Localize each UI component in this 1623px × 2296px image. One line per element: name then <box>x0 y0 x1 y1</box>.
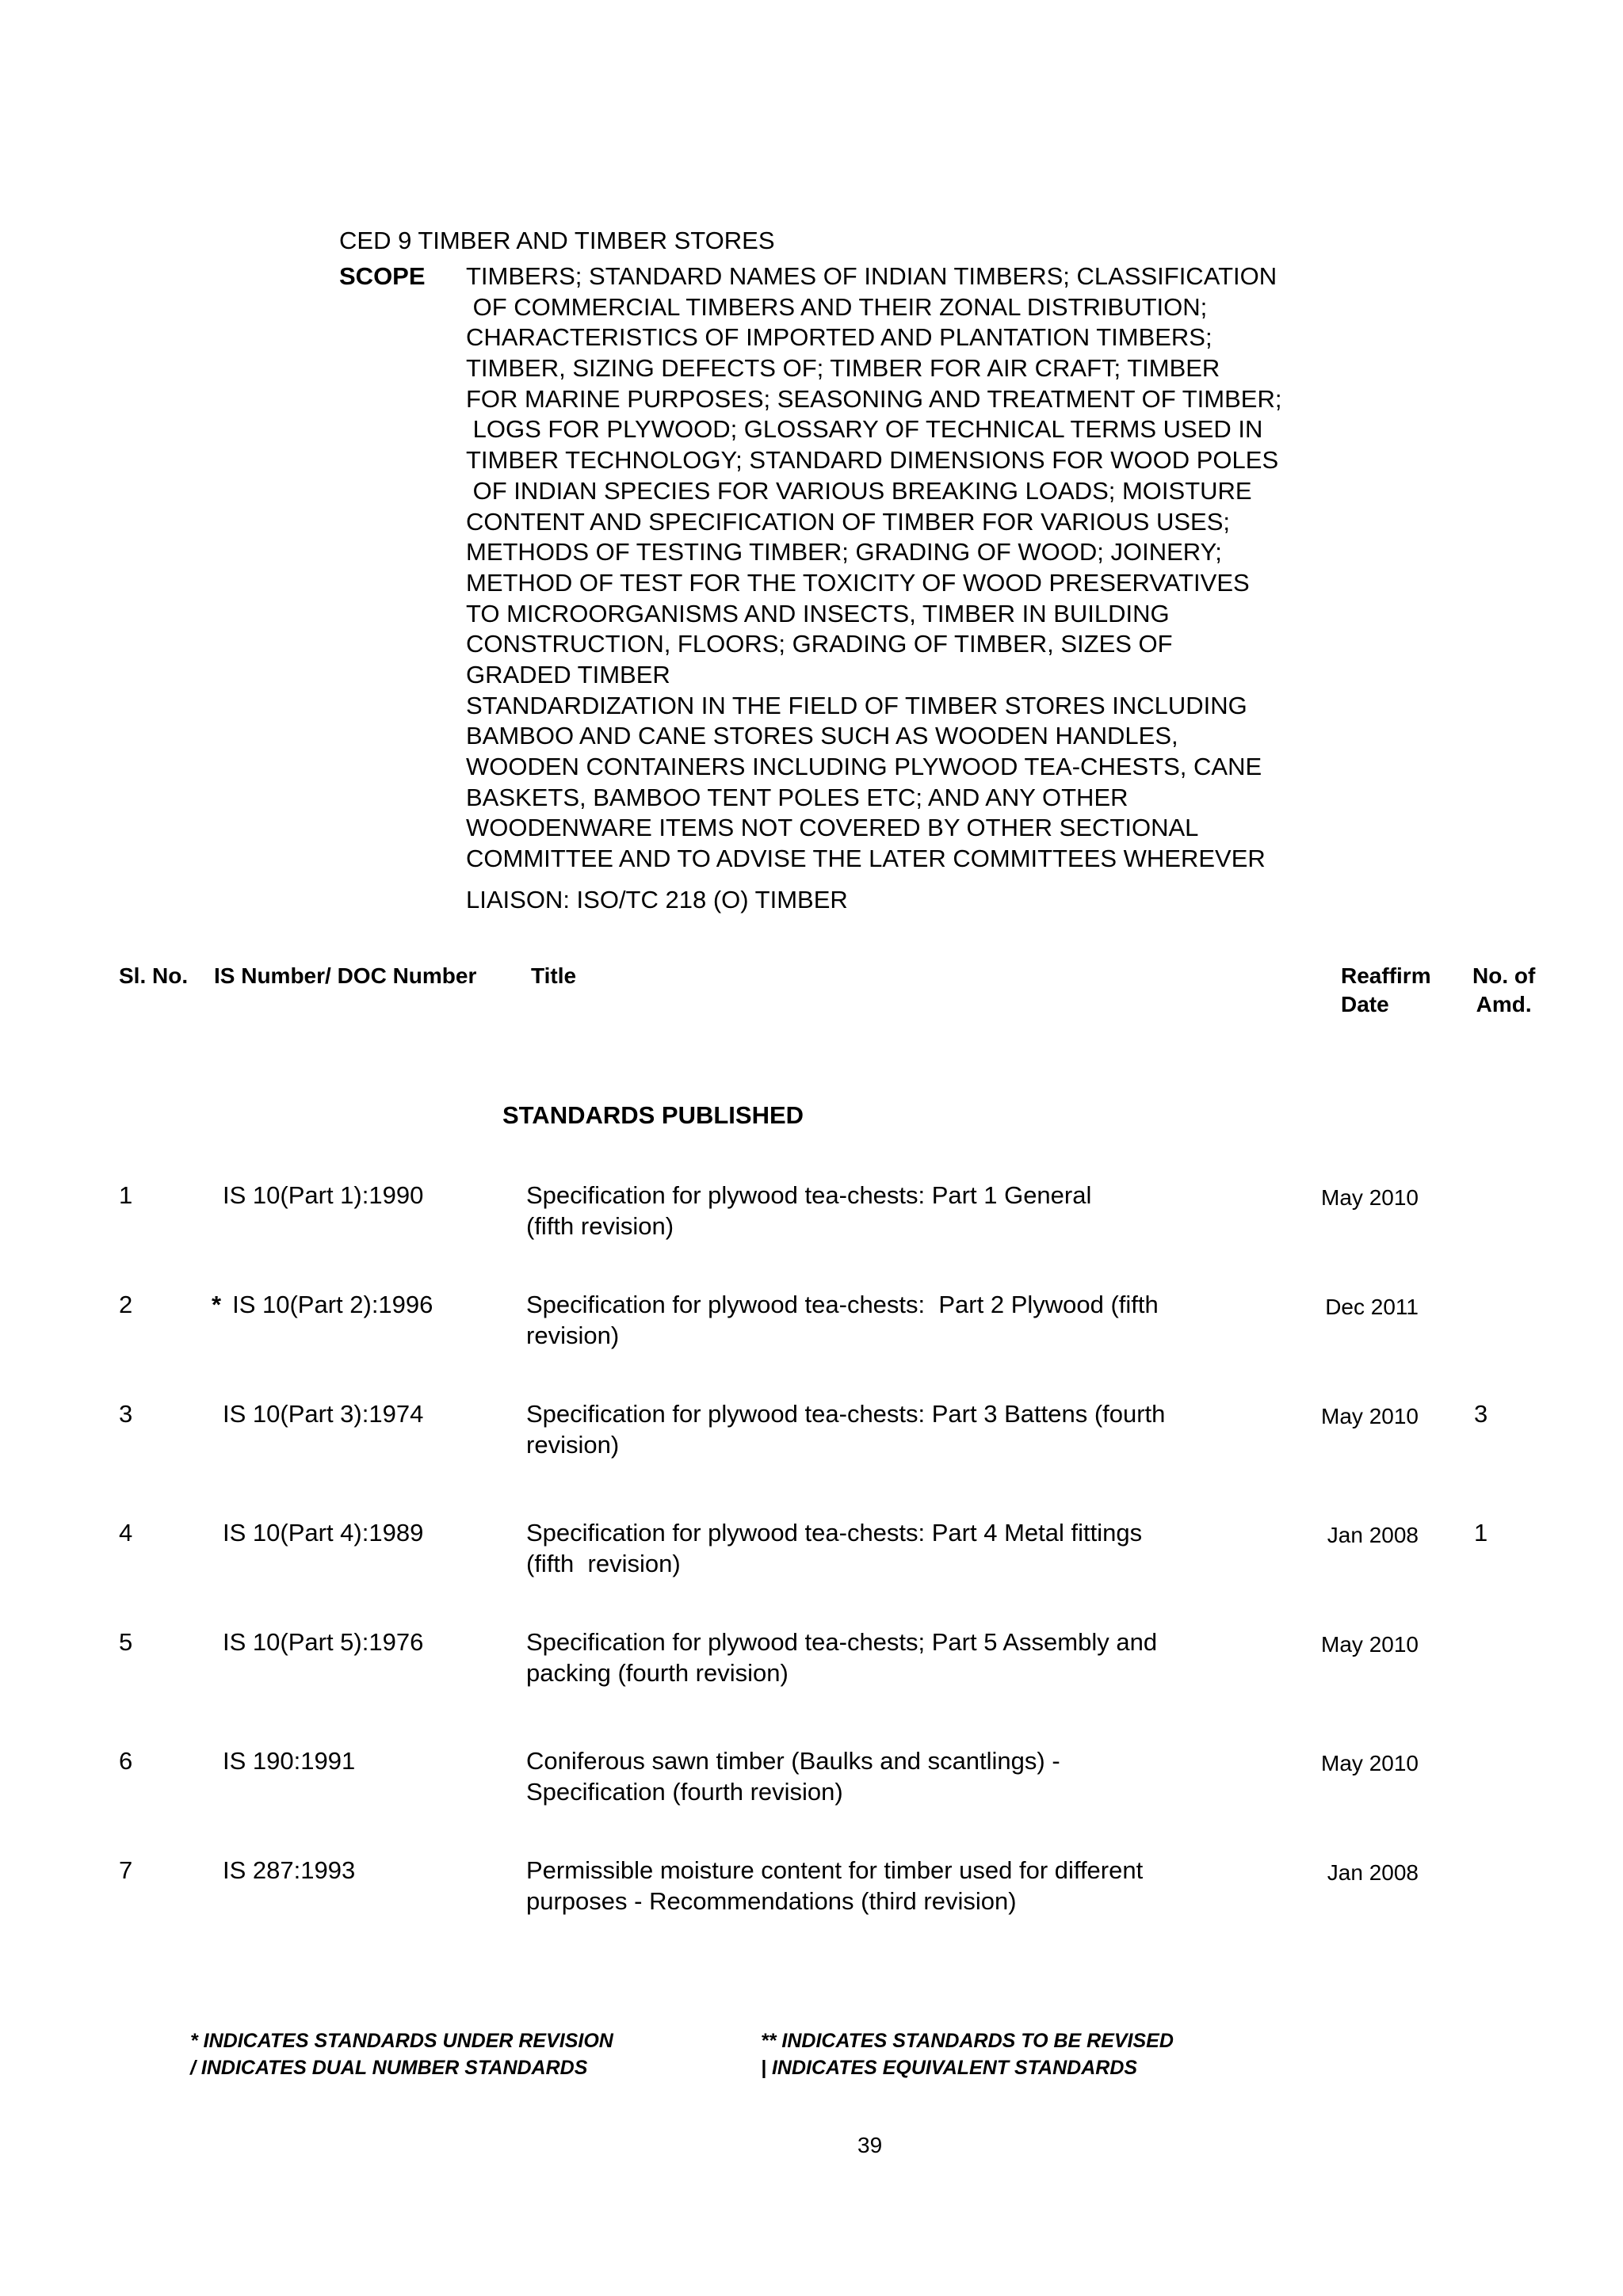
row-title-line: revision) <box>526 1430 620 1459</box>
committee-title: CED 9 TIMBER AND TIMBER STORES <box>339 227 775 254</box>
row-title-line: Specification for plywood tea-chests; Part 5 Assembly and <box>526 1628 1158 1656</box>
header-reaffirm-line1: Reaffirm <box>1341 963 1431 988</box>
row-title-line: Specification for plywood tea-chests: Part 2 Plywood (fifth <box>526 1291 1159 1318</box>
row-is-number <box>223 1518 423 1549</box>
row-reaffirm-date: May 2010 <box>1321 1185 1419 1210</box>
row-reaffirm-date: May 2010 <box>1321 1404 1419 1428</box>
scope-line: TIMBER TECHNOLOGY; STANDARD DIMENSIONS FOR WOOD POLES <box>466 446 1279 475</box>
row-title <box>526 1855 1239 1917</box>
scope-line: BAMBOO AND CANE STORES SUCH AS WOODEN HANDLES, <box>466 722 1178 750</box>
scope-line: CHARACTERISTICS OF IMPORTED AND PLANTATION TIMBERS; <box>466 323 1212 352</box>
row-is-number <box>223 1627 423 1658</box>
row-title <box>526 1399 1239 1460</box>
scope-label: SCOPE <box>339 262 426 290</box>
table-row <box>0 1746 1623 1825</box>
row-reaffirm-date: May 2010 <box>1321 1632 1419 1657</box>
row-is-number-text: IS 10(Part 2):1996 <box>232 1291 433 1318</box>
row-reaffirm-date: Jan 2008 <box>1327 1860 1419 1885</box>
header-is-number: IS Number/ DOC Number <box>214 963 477 988</box>
row-is-number-text: IS 10(Part 1):1990 <box>223 1181 424 1209</box>
row-title <box>526 1746 1239 1807</box>
row-is-number-text: IS 287:1993 <box>223 1856 356 1884</box>
row-title-line: (fifth revision) <box>526 1211 674 1240</box>
row-title-line: Specification for plywood tea-chests: Part 3 Battens (fourth <box>526 1400 1166 1428</box>
row-title-line: Specification (fourth revision) <box>526 1777 843 1806</box>
row-title-line: Permissible moisture content for timber used for different <box>526 1856 1144 1884</box>
scope-line: WOODENWARE ITEMS NOT COVERED BY OTHER SECTIONAL <box>466 814 1199 842</box>
row-title-line: packing (fourth revision) <box>526 1658 789 1687</box>
row-title <box>526 1290 1239 1351</box>
legend-dual-number: / INDICATES DUAL NUMBER STANDARDS <box>190 2057 588 2079</box>
header-no-of-amd <box>1472 962 1535 1019</box>
section-title: STANDARDS PUBLISHED <box>502 1101 804 1129</box>
row-title-line: purposes - Recommendations (third revision) <box>526 1886 1017 1915</box>
liaison-text: LIAISON: ISO/TC 218 (O) TIMBER <box>466 886 848 913</box>
row-amendments: 3 <box>1474 1400 1488 1428</box>
scope-line: LOGS FOR PLYWOOD; GLOSSARY OF TECHNICAL TERMS USED IN <box>466 415 1263 444</box>
scope-line: TIMBERS; STANDARD NAMES OF INDIAN TIMBERS; CLASSIFICATION <box>466 262 1277 290</box>
scope-line: OF INDIAN SPECIES FOR VARIOUS BREAKING LOADS; MOISTURE <box>466 476 1252 505</box>
row-is-number <box>223 1746 355 1777</box>
row-title-line: Specification for plywood tea-chests: Part 4 Metal fittings <box>526 1519 1143 1547</box>
row-is-number-text: IS 10(Part 4):1989 <box>223 1519 424 1547</box>
row-sl-no: 7 <box>119 1856 133 1884</box>
table-row <box>0 1855 1623 1935</box>
row-is-number <box>223 1855 355 1886</box>
scope-line: GRADED TIMBER <box>466 660 670 688</box>
row-reaffirm-date: May 2010 <box>1321 1751 1419 1775</box>
scope-line: STANDARDIZATION IN THE FIELD OF TIMBER STORES INCLUDING <box>466 691 1247 719</box>
row-is-number-text: IS 10(Part 5):1976 <box>223 1628 424 1656</box>
row-sl-no: 5 <box>119 1628 133 1656</box>
scope-line: METHODS OF TESTING TIMBER; GRADING OF WOOD; JOINERY; <box>466 538 1222 566</box>
scope-line: METHOD OF TEST FOR THE TOXICITY OF WOOD PRESERVATIVES <box>466 568 1250 597</box>
legend-under-revision: * INDICATES STANDARDS UNDER REVISION <box>190 2030 613 2052</box>
table-row <box>0 1290 1623 1369</box>
scope-line: CONSTRUCTION, FLOORS; GRADING OF TIMBER, SIZES OF <box>466 630 1173 658</box>
legend-equivalent: | INDICATES EQUIVALENT STANDARDS <box>761 2057 1138 2079</box>
row-is-number <box>212 1290 433 1321</box>
scope-line: BASKETS, BAMBOO TENT POLES ETC; AND ANY OTHER <box>466 783 1128 811</box>
row-is-number <box>223 1399 423 1430</box>
row-is-number <box>223 1180 423 1211</box>
row-title-line: revision) <box>526 1321 620 1349</box>
table-row <box>0 1399 1623 1478</box>
row-is-number-text: IS 10(Part 3):1974 <box>223 1400 424 1428</box>
header-amd-line1: No. of <box>1472 963 1536 988</box>
scope-line: COMMITTEE AND TO ADVISE THE LATER COMMITTEES WHEREVER <box>466 845 1266 873</box>
row-title <box>526 1518 1239 1579</box>
scope-line: TIMBER, SIZING DEFECTS OF; TIMBER FOR AIR CRAFT; TIMBER <box>466 354 1220 383</box>
table-row <box>0 1627 1623 1707</box>
scope-line: TO MICROORGANISMS AND INSECTS, TIMBER IN BUILDING <box>466 599 1170 627</box>
row-title-line: (fifth revision) <box>526 1549 681 1577</box>
row-sl-no: 6 <box>119 1747 133 1775</box>
header-reaffirm-line2: Date <box>1341 992 1389 1016</box>
scope-line: OF COMMERCIAL TIMBERS AND THEIR ZONAL DISTRIBUTION; <box>466 292 1208 321</box>
row-sl-no: 2 <box>119 1291 133 1318</box>
row-title <box>526 1627 1239 1688</box>
scope-text <box>466 261 1281 875</box>
row-reaffirm-date: Jan 2008 <box>1327 1523 1419 1547</box>
legend-to-be-revised: ** INDICATES STANDARDS TO BE REVISED <box>761 2030 1174 2052</box>
page-number: 39 <box>857 2133 883 2157</box>
header-title: Title <box>531 963 577 988</box>
under-revision-marker: * <box>212 1291 222 1318</box>
row-reaffirm-date: Dec 2011 <box>1325 1295 1419 1319</box>
row-amendments: 1 <box>1474 1519 1488 1547</box>
table-row <box>0 1180 1623 1260</box>
row-title-line: Specification for plywood tea-chests: Part 1 General <box>526 1181 1092 1209</box>
header-sl-no: Sl. No. <box>119 963 189 988</box>
scope-line: WOODEN CONTAINERS INCLUDING PLYWOOD TEA-CHESTS, CANE <box>466 753 1262 780</box>
header-amd-line2: Amd. <box>1476 992 1532 1016</box>
row-sl-no: 1 <box>119 1181 133 1209</box>
scope-line: CONTENT AND SPECIFICATION OF TIMBER FOR VARIOUS USES; <box>466 507 1230 536</box>
row-sl-no: 3 <box>119 1400 133 1428</box>
row-title <box>526 1180 1239 1241</box>
row-title-line: Coniferous sawn timber (Baulks and scantlings) - <box>526 1747 1060 1775</box>
table-row <box>0 1518 1623 1597</box>
row-sl-no: 4 <box>119 1519 133 1547</box>
header-reaffirm-date <box>1341 962 1431 1019</box>
scope-line: FOR MARINE PURPOSES; SEASONING AND TREATMENT OF TIMBER; <box>466 384 1282 413</box>
row-is-number-text: IS 190:1991 <box>223 1747 356 1775</box>
